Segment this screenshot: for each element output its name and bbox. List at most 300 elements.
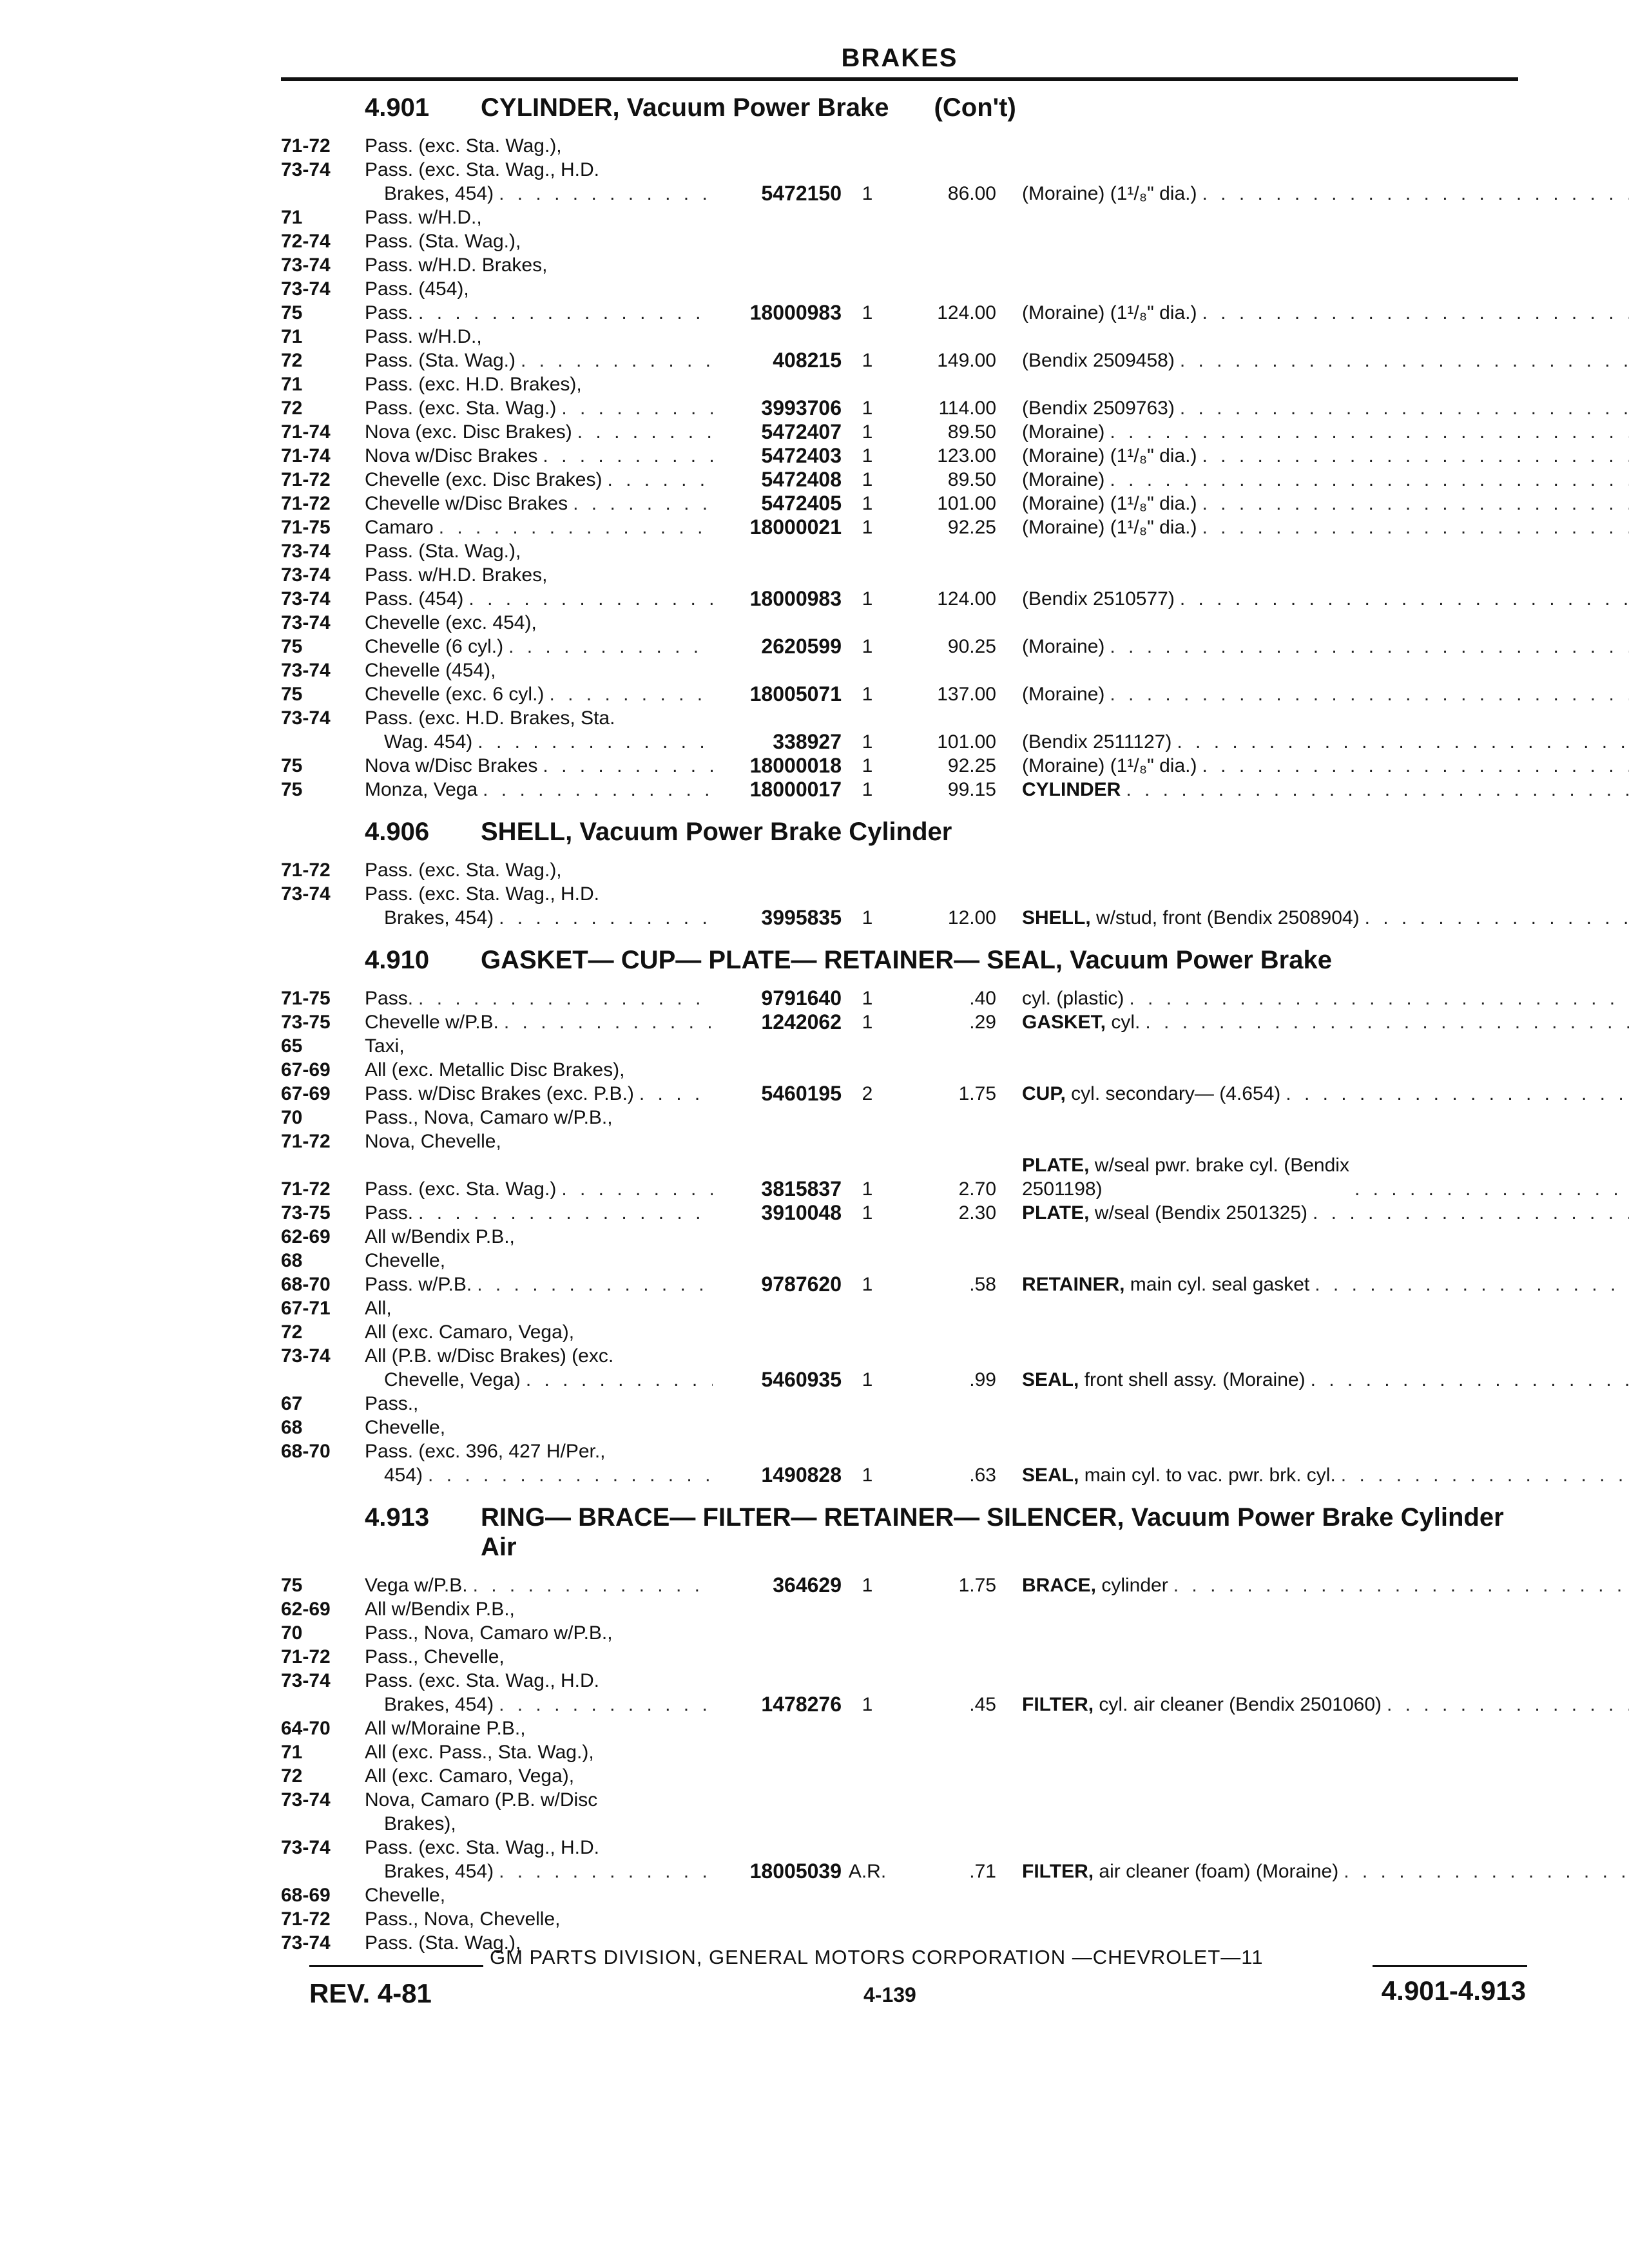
model-years: 75 bbox=[281, 302, 303, 323]
part-number: 18005039 bbox=[749, 1860, 842, 1883]
section-heading bbox=[281, 84, 1531, 134]
parts-row bbox=[281, 229, 1531, 253]
footer-rule-left bbox=[309, 1965, 483, 1967]
part-description bbox=[1009, 1573, 1629, 1597]
quantity: 1 bbox=[862, 731, 873, 753]
model-years: 71 bbox=[281, 374, 303, 395]
application bbox=[365, 682, 713, 706]
model-years: 73-74 bbox=[281, 564, 331, 586]
description-text bbox=[1022, 301, 1197, 325]
description-detail: cylinder bbox=[1096, 1575, 1168, 1596]
application-text: Pass. (Sta. Wag.), bbox=[365, 231, 521, 252]
application-text: All w/Moraine P.B., bbox=[365, 1718, 526, 1739]
parts-row bbox=[281, 754, 1531, 778]
model-years: 68 bbox=[281, 1417, 303, 1438]
application-text: Chevelle (6 cyl.) bbox=[365, 636, 504, 657]
part-description bbox=[1009, 1860, 1629, 1883]
section-continued-label: (Con't) bbox=[934, 93, 1016, 122]
parts-row bbox=[281, 396, 1531, 420]
price: 99.15 bbox=[947, 779, 996, 800]
model-years: 70 bbox=[281, 1622, 303, 1644]
part-number: 2620599 bbox=[761, 635, 842, 658]
parts-row bbox=[281, 587, 1531, 611]
application bbox=[365, 986, 713, 1010]
part-number: 1490828 bbox=[761, 1463, 842, 1486]
price: 2.30 bbox=[958, 1202, 996, 1224]
part-name: SEAL, bbox=[1022, 1369, 1079, 1390]
model-years: 71-72 bbox=[281, 860, 331, 881]
description-text bbox=[1022, 468, 1104, 492]
dot-leader bbox=[1145, 1010, 1629, 1034]
description-text bbox=[1022, 1010, 1140, 1034]
description-detail: cyl. secondary— (4.654) bbox=[1065, 1083, 1281, 1104]
application-text: Pass. w/Disc Brakes (exc. P.B.) bbox=[365, 1083, 634, 1104]
part-description bbox=[1009, 349, 1629, 372]
dot-leader bbox=[508, 635, 713, 658]
parts-row bbox=[281, 325, 1531, 349]
parts-row bbox=[281, 858, 1531, 882]
section-title bbox=[481, 817, 1531, 847]
application-text: Pass. (exc. 396, 427 H/Per., bbox=[365, 1441, 606, 1462]
price: 137.00 bbox=[937, 684, 996, 705]
model-years: 71-75 bbox=[281, 517, 331, 538]
quantity: 1 bbox=[862, 1694, 873, 1715]
quantity: 1 bbox=[862, 493, 873, 514]
application bbox=[365, 444, 713, 468]
footer-rule-right bbox=[1373, 1965, 1527, 1967]
model-years: 73-74 bbox=[281, 707, 331, 729]
parts-row bbox=[281, 1463, 1531, 1487]
model-years: 67-69 bbox=[281, 1059, 331, 1081]
application bbox=[365, 1320, 713, 1344]
description-text bbox=[1022, 1201, 1307, 1225]
model-years: 71-72 bbox=[281, 135, 331, 157]
application-text: Pass. (454), bbox=[365, 278, 469, 300]
part-number: 408215 bbox=[773, 349, 842, 372]
parts-row bbox=[281, 1249, 1531, 1273]
model-years: 75 bbox=[281, 684, 303, 705]
dot-leader bbox=[1110, 468, 1629, 492]
description-text bbox=[1022, 492, 1197, 515]
part-description bbox=[1009, 1082, 1629, 1106]
section-number: 4.906 bbox=[365, 818, 430, 846]
application-text: Nova (exc. Disc Brakes) bbox=[365, 421, 572, 443]
application-text: Chevelle (exc. Disc Brakes) bbox=[365, 469, 602, 490]
model-years: 68-69 bbox=[281, 1885, 331, 1906]
dot-leader bbox=[468, 587, 713, 611]
price: 89.50 bbox=[947, 469, 996, 490]
section-heading bbox=[281, 1494, 1531, 1573]
part-name: RETAINER, bbox=[1022, 1274, 1125, 1295]
model-years: 67 bbox=[281, 1393, 303, 1414]
part-name: FILTER, bbox=[1022, 1861, 1094, 1882]
part-name: GASKET, bbox=[1022, 1012, 1106, 1033]
parts-row bbox=[281, 1860, 1531, 1883]
quantity: 1 bbox=[862, 684, 873, 705]
application-text: Pass., Nova, Camaro w/P.B., bbox=[365, 1107, 613, 1128]
part-number: 1478276 bbox=[761, 1693, 842, 1716]
description-text bbox=[1022, 635, 1104, 658]
section-number: 4.910 bbox=[365, 946, 430, 974]
section-title-text: GASKET— CUP— PLATE— RETAINER— SEAL, Vacuum Power Brake bbox=[481, 946, 1332, 974]
description-detail: (Moraine) (1¹/₈" dia.) bbox=[1022, 517, 1197, 538]
dot-leader bbox=[1387, 1693, 1629, 1716]
dot-leader bbox=[499, 182, 713, 206]
application-text: Brakes, 454) bbox=[384, 1861, 494, 1882]
parts-row bbox=[281, 882, 1531, 906]
part-description bbox=[1009, 1201, 1629, 1225]
model-years: 71-74 bbox=[281, 445, 331, 466]
application bbox=[365, 539, 713, 563]
catalog-section bbox=[281, 936, 1531, 1487]
application-text: Pass., Chevelle, bbox=[365, 1646, 505, 1667]
parts-row bbox=[281, 1883, 1531, 1907]
dot-leader bbox=[1286, 1082, 1629, 1106]
section-title bbox=[481, 93, 1531, 122]
dot-leader bbox=[499, 906, 713, 930]
part-number: 3910048 bbox=[761, 1201, 842, 1224]
description-text bbox=[1022, 682, 1104, 706]
description-detail: (Moraine) bbox=[1022, 636, 1105, 657]
parts-row bbox=[281, 539, 1531, 563]
application-text: Vega w/P.B. bbox=[365, 1575, 468, 1596]
application-text: Chevelle w/P.B. bbox=[365, 1012, 499, 1033]
quantity: 1 bbox=[862, 1369, 873, 1390]
parts-row bbox=[281, 730, 1531, 754]
model-years: 64-70 bbox=[281, 1718, 331, 1739]
application bbox=[365, 396, 713, 420]
part-number: 3993706 bbox=[761, 396, 842, 419]
application-text: Pass. (454) bbox=[365, 588, 464, 610]
application-text: Chevelle, Vega) bbox=[384, 1369, 521, 1390]
part-name: CYLINDER bbox=[1022, 779, 1121, 800]
description-detail: (Moraine) bbox=[1022, 421, 1105, 443]
dot-leader bbox=[1180, 396, 1629, 420]
parts-row bbox=[281, 1273, 1531, 1296]
dot-leader bbox=[483, 778, 713, 802]
application bbox=[365, 730, 713, 754]
description-detail: main cyl. to vac. pwr. brk. cyl. bbox=[1079, 1465, 1336, 1486]
application-text: All (exc. Camaro, Vega), bbox=[365, 1321, 575, 1343]
price: 1.75 bbox=[958, 1083, 996, 1104]
application-text: Taxi, bbox=[365, 1035, 405, 1057]
price: 86.00 bbox=[947, 183, 996, 204]
application bbox=[365, 1368, 713, 1392]
part-description bbox=[1009, 635, 1629, 658]
dot-leader bbox=[543, 444, 713, 468]
dot-leader bbox=[1202, 515, 1629, 539]
price: .99 bbox=[969, 1369, 996, 1390]
parts-row bbox=[281, 906, 1531, 930]
price: .63 bbox=[969, 1465, 996, 1486]
page-header bbox=[281, 40, 1518, 81]
application bbox=[365, 1907, 713, 1931]
model-years: 73-74 bbox=[281, 1345, 331, 1367]
dot-leader bbox=[1202, 182, 1629, 206]
dot-leader bbox=[639, 1082, 713, 1106]
description-text bbox=[1022, 444, 1197, 468]
part-description bbox=[1009, 301, 1629, 325]
application bbox=[365, 1788, 713, 1812]
application-text: Pass., Nova, Chevelle, bbox=[365, 1908, 561, 1930]
model-years: 71-74 bbox=[281, 421, 331, 443]
application bbox=[365, 1129, 713, 1153]
application bbox=[365, 1416, 713, 1439]
dot-leader bbox=[428, 1463, 713, 1487]
price: .58 bbox=[969, 1274, 996, 1295]
dot-leader bbox=[499, 1860, 713, 1883]
application-text: Pass. (exc. Sta. Wag.), bbox=[365, 135, 562, 157]
description-text bbox=[1022, 1573, 1168, 1597]
price: 92.25 bbox=[947, 755, 996, 776]
description-detail: air cleaner (foam) (Moraine) bbox=[1094, 1861, 1339, 1882]
model-years: 73-74 bbox=[281, 1789, 331, 1811]
model-years: 72 bbox=[281, 1765, 303, 1787]
part-description bbox=[1009, 1010, 1629, 1034]
quantity: 1 bbox=[862, 469, 873, 490]
application-text: Chevelle, bbox=[365, 1885, 446, 1906]
part-number: 5472408 bbox=[761, 468, 842, 491]
description-detail: (Moraine) (1¹/₈" dia.) bbox=[1022, 302, 1197, 323]
dot-leader bbox=[526, 1368, 713, 1392]
part-number: 5460935 bbox=[761, 1368, 842, 1391]
application-text: Wag. 454) bbox=[384, 731, 473, 753]
parts-row bbox=[281, 1716, 1531, 1740]
model-years: 73-75 bbox=[281, 1202, 331, 1224]
dot-leader bbox=[439, 515, 713, 539]
application-text: Pass. w/H.D. Brakes, bbox=[365, 564, 548, 586]
dot-leader bbox=[1202, 301, 1629, 325]
catalog-section bbox=[281, 808, 1531, 930]
application bbox=[365, 611, 713, 635]
application-text: Brakes, 454) bbox=[384, 907, 494, 928]
description-detail: (Moraine) bbox=[1022, 469, 1105, 490]
part-description bbox=[1009, 1368, 1629, 1392]
footer-corporation: GM PARTS DIVISION, GENERAL MOTORS CORPORATION —CHEVROLET—11 bbox=[490, 1946, 1264, 1968]
part-description bbox=[1009, 468, 1629, 492]
model-years: 68-70 bbox=[281, 1441, 331, 1462]
parts-row bbox=[281, 1907, 1531, 1931]
parts-row bbox=[281, 1439, 1531, 1463]
model-years: 73-74 bbox=[281, 612, 331, 633]
model-years: 73-74 bbox=[281, 588, 331, 610]
description-text bbox=[1022, 986, 1124, 1010]
dot-leader bbox=[607, 468, 713, 492]
parts-row bbox=[281, 1836, 1531, 1860]
part-number: 1242062 bbox=[761, 1010, 842, 1033]
quantity: 1 bbox=[862, 183, 873, 204]
description-detail: (Bendix 2510577) bbox=[1022, 588, 1175, 610]
parts-row bbox=[281, 1669, 1531, 1693]
price: 114.00 bbox=[938, 398, 996, 419]
model-years: 70 bbox=[281, 1107, 303, 1128]
parts-row bbox=[281, 1106, 1531, 1129]
parts-row bbox=[281, 1392, 1531, 1416]
quantity: 1 bbox=[862, 1012, 873, 1033]
dot-leader bbox=[1180, 349, 1629, 372]
application bbox=[365, 1463, 713, 1487]
dot-leader bbox=[1341, 1463, 1629, 1487]
footer-revision: REV. 4-81 bbox=[309, 1978, 432, 2008]
model-years: 71 bbox=[281, 207, 303, 228]
model-years: 73-74 bbox=[281, 541, 331, 562]
parts-row bbox=[281, 492, 1531, 515]
footer-page-number: 4-139 bbox=[863, 1983, 916, 2006]
application-text: Nova, Chevelle, bbox=[365, 1131, 501, 1152]
application bbox=[365, 253, 713, 277]
application bbox=[365, 1740, 713, 1764]
application-text: Monza, Vega bbox=[365, 779, 478, 800]
price: 2.70 bbox=[958, 1178, 996, 1200]
quantity: 1 bbox=[862, 1274, 873, 1295]
model-years: 73-74 bbox=[281, 278, 331, 300]
part-number: 5460195 bbox=[761, 1082, 842, 1105]
quantity: 1 bbox=[862, 1465, 873, 1486]
application-text: All (exc. Camaro, Vega), bbox=[365, 1765, 575, 1787]
quantity: 1 bbox=[862, 445, 873, 466]
parts-row bbox=[281, 206, 1531, 229]
part-number: 338927 bbox=[773, 730, 842, 753]
application bbox=[365, 1693, 713, 1716]
parts-row bbox=[281, 1153, 1531, 1201]
application-text: Pass. (exc. H.D. Brakes, Sta. bbox=[365, 707, 615, 729]
parts-row bbox=[281, 182, 1531, 206]
application-text: All w/Bendix P.B., bbox=[365, 1226, 515, 1247]
application-text: Pass. (exc. Sta. Wag., H.D. bbox=[365, 1670, 599, 1691]
application-text: All (P.B. w/Disc Brakes) (exc. bbox=[365, 1345, 614, 1367]
dot-leader bbox=[499, 1693, 713, 1716]
quantity: 1 bbox=[862, 907, 873, 928]
part-number: 5472403 bbox=[761, 444, 842, 467]
price: .71 bbox=[969, 1861, 996, 1882]
model-years: 72 bbox=[281, 1321, 303, 1343]
dot-leader bbox=[1344, 1860, 1629, 1883]
part-number: 18000983 bbox=[749, 301, 842, 324]
description-detail: cyl. air cleaner (Bendix 2501060) bbox=[1094, 1694, 1382, 1715]
dot-leader bbox=[418, 986, 713, 1010]
part-description bbox=[1009, 515, 1629, 539]
dot-leader bbox=[1365, 906, 1629, 930]
application bbox=[365, 906, 713, 930]
description-text bbox=[1022, 420, 1104, 444]
parts-row bbox=[281, 301, 1531, 325]
application-text: Pass. (exc. Sta. Wag.), bbox=[365, 860, 562, 881]
part-name: CUP, bbox=[1022, 1083, 1066, 1104]
model-years: 73-74 bbox=[281, 1670, 331, 1691]
quantity: 1 bbox=[862, 779, 873, 800]
dot-leader bbox=[1202, 492, 1629, 515]
description-text bbox=[1022, 778, 1121, 802]
application-text: All (exc. Pass., Sta. Wag.), bbox=[365, 1742, 594, 1763]
model-years: 75 bbox=[281, 755, 303, 776]
dot-leader bbox=[549, 682, 713, 706]
parts-row bbox=[281, 1812, 1531, 1836]
application-text: Chevelle (454), bbox=[365, 660, 496, 681]
price: 90.25 bbox=[947, 636, 996, 657]
part-description bbox=[1009, 396, 1629, 420]
section-title-text: SHELL, Vacuum Power Brake Cylinder bbox=[481, 818, 952, 846]
application bbox=[365, 1645, 713, 1669]
application-text: Pass. (Sta. Wag.), bbox=[365, 1932, 521, 1954]
application bbox=[365, 1860, 713, 1883]
price: 12.00 bbox=[947, 907, 996, 928]
dot-leader bbox=[1202, 444, 1629, 468]
application bbox=[365, 1836, 713, 1860]
dot-leader bbox=[477, 730, 713, 754]
application bbox=[365, 229, 713, 253]
application bbox=[365, 1082, 713, 1106]
footer-section-range: 4.901-4.913 bbox=[1381, 1975, 1526, 2006]
section-heading bbox=[281, 936, 1531, 986]
dot-leader bbox=[504, 1010, 713, 1034]
description-detail: (Moraine) (1¹/₈" dia.) bbox=[1022, 493, 1197, 514]
application bbox=[365, 1883, 713, 1907]
dot-leader bbox=[1311, 1368, 1629, 1392]
dot-leader bbox=[1315, 1273, 1629, 1296]
description-text bbox=[1022, 182, 1197, 206]
model-years: 71-72 bbox=[281, 1908, 331, 1930]
part-description bbox=[1009, 1693, 1629, 1716]
parts-row bbox=[281, 1010, 1531, 1034]
quantity: 1 bbox=[862, 398, 873, 419]
parts-row bbox=[281, 1645, 1531, 1669]
quantity: 1 bbox=[862, 421, 873, 443]
application bbox=[365, 882, 713, 906]
application bbox=[365, 1201, 713, 1225]
dot-leader bbox=[561, 1177, 713, 1201]
model-years: 71-72 bbox=[281, 1131, 331, 1152]
catalog-section bbox=[281, 1494, 1531, 1955]
part-name: BRACE, bbox=[1022, 1575, 1097, 1596]
part-description bbox=[1009, 492, 1629, 515]
description-text bbox=[1022, 1693, 1382, 1716]
dot-leader bbox=[1202, 754, 1629, 778]
price: 101.00 bbox=[937, 731, 996, 753]
application bbox=[365, 1597, 713, 1621]
parts-row bbox=[281, 372, 1531, 396]
description-detail: cyl. (plastic) bbox=[1022, 988, 1124, 1009]
application-text: Nova w/Disc Brakes bbox=[365, 755, 538, 776]
page-title: BRAKES bbox=[841, 44, 958, 72]
model-years: 72 bbox=[281, 350, 303, 371]
model-years: 68-70 bbox=[281, 1274, 331, 1295]
application bbox=[365, 1812, 713, 1836]
part-description bbox=[1009, 420, 1629, 444]
description-text bbox=[1022, 1153, 1349, 1201]
part-number: 3995835 bbox=[761, 906, 842, 929]
application bbox=[365, 1344, 713, 1368]
description-detail: front shell assy. (Moraine) bbox=[1079, 1369, 1306, 1390]
parts-row bbox=[281, 682, 1531, 706]
dot-leader bbox=[1177, 730, 1629, 754]
dot-leader bbox=[1126, 778, 1629, 802]
application bbox=[365, 1621, 713, 1645]
quantity: 1 bbox=[862, 1178, 873, 1200]
description-detail: w/seal (Bendix 2501325) bbox=[1089, 1202, 1307, 1224]
quantity: 1 bbox=[862, 517, 873, 538]
model-years: 71 bbox=[281, 1742, 303, 1763]
parts-row bbox=[281, 1320, 1531, 1344]
description-detail: w/seal pwr. brake cyl. (Bendix 2501198) bbox=[1022, 1155, 1349, 1200]
description-text bbox=[1022, 1368, 1306, 1392]
description-detail: cyl. bbox=[1106, 1012, 1141, 1033]
section-title bbox=[481, 1503, 1531, 1562]
parts-row bbox=[281, 134, 1531, 158]
model-years: 73-74 bbox=[281, 1837, 331, 1858]
parts-row bbox=[281, 1368, 1531, 1392]
quantity: 1 bbox=[862, 302, 873, 323]
application-text: Nova w/Disc Brakes bbox=[365, 445, 538, 466]
